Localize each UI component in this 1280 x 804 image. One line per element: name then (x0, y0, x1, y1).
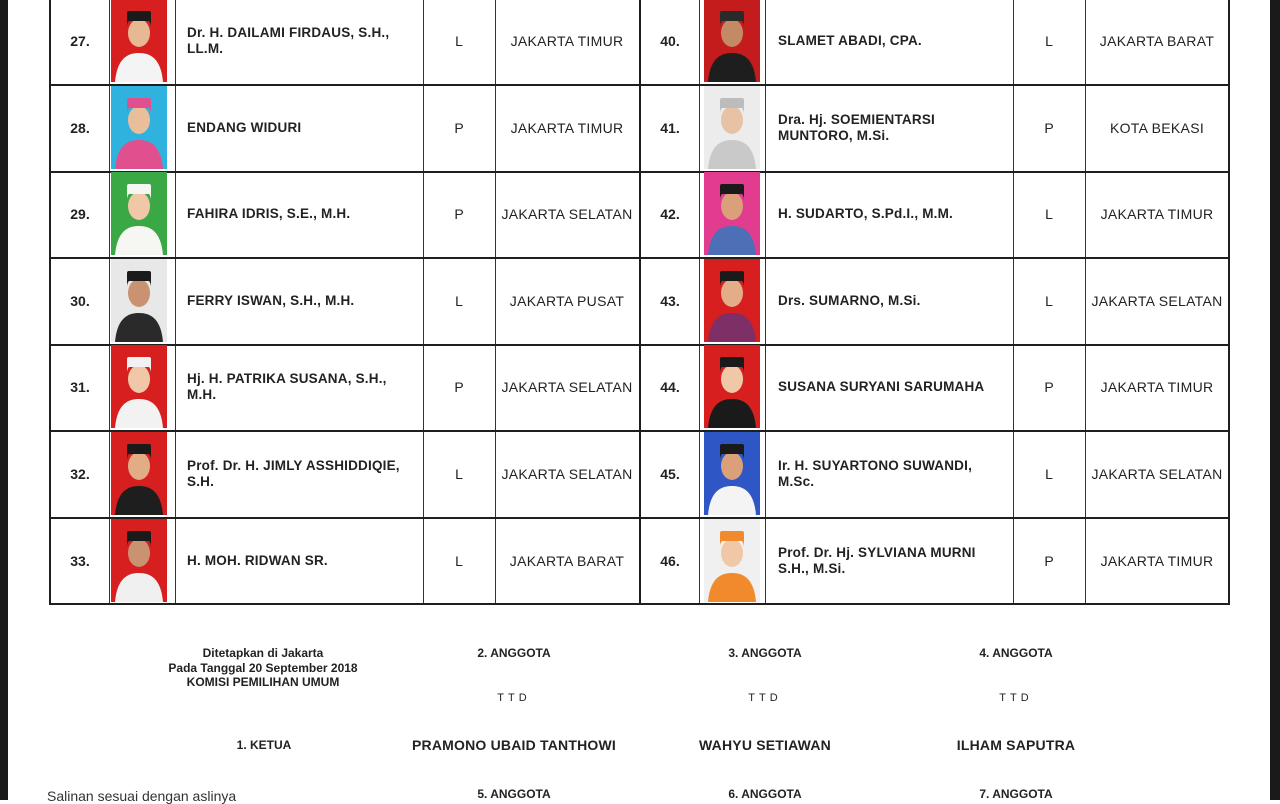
candidate-number: 28. (70, 119, 90, 136)
member-3-name: WAHYU SETIAWAN (699, 737, 831, 753)
candidate-number: 43. (660, 292, 680, 309)
candidate-constituency: JAKARTA SELATAN (1091, 292, 1223, 309)
member-2-signature: TTD (497, 692, 531, 704)
candidate-name: Dra. Hj. SOEMIENTARSI MUNTORO, M.Si. (778, 111, 935, 143)
candidate-gender: P (454, 206, 464, 223)
candidate-photo (111, 345, 167, 428)
candidate-number: 32. (70, 466, 90, 482)
candidate-name: SUSANA SURYANI SARUMAHA (778, 379, 985, 395)
candidate-constituency: JAKARTA SELATAN (501, 379, 633, 396)
candidate-number: 30. (70, 292, 90, 309)
decree-commission: KOMISI PEMILIHAN UMUM (186, 675, 340, 689)
candidate-name: ENDANG WIDURI (187, 119, 302, 135)
candidate-constituency: JAKARTA TIMUR (1100, 552, 1214, 569)
candidate-number: 33. (70, 552, 90, 569)
chair-role: 1. KETUA (236, 738, 292, 752)
candidate-photo (111, 519, 167, 602)
table-row (51, 431, 1228, 518)
candidate-number: 45. (660, 466, 680, 482)
candidate-photo (111, 86, 167, 169)
candidate-photo (704, 86, 760, 169)
member-4-name: ILHAM SAPUTRA (956, 737, 1076, 753)
candidate-name: Hj. H. PATRIKA SUSANA, S.H., M.H. (187, 371, 387, 403)
table-row (51, 171, 1228, 258)
candidate-gender: L (1045, 292, 1053, 309)
member-7-role: 7. ANGGOTA (979, 787, 1053, 801)
candidate-gender: L (455, 292, 463, 309)
candidate-constituency: KOTA BEKASI (1109, 119, 1205, 136)
candidate-number: 31. (70, 379, 90, 396)
member-5-role: 5. ANGGOTA (477, 787, 551, 801)
page-edge-right (1270, 0, 1280, 800)
table-row (51, 258, 1228, 345)
candidate-name: Prof. Dr. H. JIMLY ASSHIDDIQIE, S.H. (187, 458, 400, 489)
candidate-gender: L (455, 552, 463, 569)
member-2-role: 2. ANGGOTA (477, 646, 551, 660)
candidate-number: 40. (660, 33, 680, 49)
candidate-photo (111, 0, 167, 82)
table-row (51, 85, 1228, 172)
candidate-photo (704, 0, 760, 82)
candidate-constituency: JAKARTA TIMUR (1100, 379, 1214, 396)
candidate-constituency: JAKARTA PUSAT (509, 292, 625, 309)
candidate-gender: P (1044, 119, 1054, 136)
candidate-photo (111, 259, 167, 342)
member-3-role: 3. ANGGOTA (728, 646, 802, 660)
decree-block (150, 646, 376, 690)
candidate-gender: L (455, 466, 463, 482)
candidate-name: Ir. H. SUYARTONO SUWANDI, M.Sc. (778, 458, 973, 489)
candidate-gender: P (454, 379, 464, 396)
candidate-number: 44. (660, 379, 680, 396)
candidate-photo (704, 259, 760, 342)
candidate-name: FERRY ISWAN, S.H., M.H. (187, 292, 355, 308)
candidate-name: Prof. Dr. Hj. SYLVIANA MURNI S.H., M.Si. (778, 544, 976, 576)
candidate-number: 41. (660, 119, 680, 136)
candidate-gender: L (1045, 33, 1053, 49)
candidate-name: FAHIRA IDRIS, S.E., M.H. (187, 206, 351, 222)
candidate-constituency: JAKARTA SELATAN (1091, 466, 1223, 482)
candidate-gender: L (1045, 206, 1053, 223)
candidate-constituency: JAKARTA BARAT (1099, 33, 1215, 49)
candidate-photo (704, 172, 760, 255)
candidate-name: H. MOH. RIDWAN SR. (187, 552, 328, 568)
member-4-role: 4. ANGGOTA (979, 646, 1053, 660)
candidate-constituency: JAKARTA BARAT (509, 552, 625, 569)
candidate-name: SLAMET ABADI, CPA. (778, 33, 922, 48)
candidate-photo (704, 519, 760, 602)
candidate-name: H. SUDARTO, S.Pd.I., M.M. (778, 206, 954, 222)
candidate-constituency: JAKARTA SELATAN (501, 206, 633, 223)
candidate-constituency: JAKARTA SELATAN (501, 466, 633, 482)
candidate-gender: P (454, 119, 464, 136)
candidate-gender: P (1044, 552, 1054, 569)
decree-place: Ditetapkan di Jakarta (202, 646, 324, 660)
candidate-name: Dr. H. DAILAMI FIRDAUS, S.H., LL.M. (187, 25, 390, 56)
candidate-photo (111, 432, 167, 515)
candidate-number: 46. (660, 552, 680, 569)
member-2-name: PRAMONO UBAID TANTHOWI (411, 737, 616, 753)
candidate-number: 27. (70, 33, 90, 49)
candidate-gender: L (1045, 466, 1053, 482)
candidate-gender: L (455, 33, 463, 49)
table-row (51, 344, 1228, 431)
member-4-signature: TTD (999, 692, 1033, 704)
copy-note: Salinan sesuai dengan aslinya (47, 788, 237, 804)
candidate-gender: P (1044, 379, 1054, 396)
candidate-constituency: JAKARTA TIMUR (510, 119, 624, 136)
member-6-role: 6. ANGGOTA (728, 787, 802, 801)
table-row (51, 518, 1228, 605)
page-edge-left (0, 0, 8, 800)
candidate-photo (704, 432, 760, 515)
decree-date: Pada Tanggal 20 September 2018 (168, 660, 358, 675)
candidate-photo (111, 172, 167, 255)
member-3-signature: TTD (748, 692, 782, 704)
candidate-number: 29. (70, 206, 90, 223)
candidate-constituency: JAKARTA TIMUR (1100, 206, 1214, 223)
candidate-constituency: JAKARTA TIMUR (510, 33, 624, 49)
candidate-table (49, 0, 1230, 605)
candidate-name: Drs. SUMARNO, M.Si. (778, 292, 921, 308)
table-row (51, 0, 1228, 85)
candidate-photo (704, 345, 760, 428)
candidate-number: 42. (660, 206, 680, 223)
